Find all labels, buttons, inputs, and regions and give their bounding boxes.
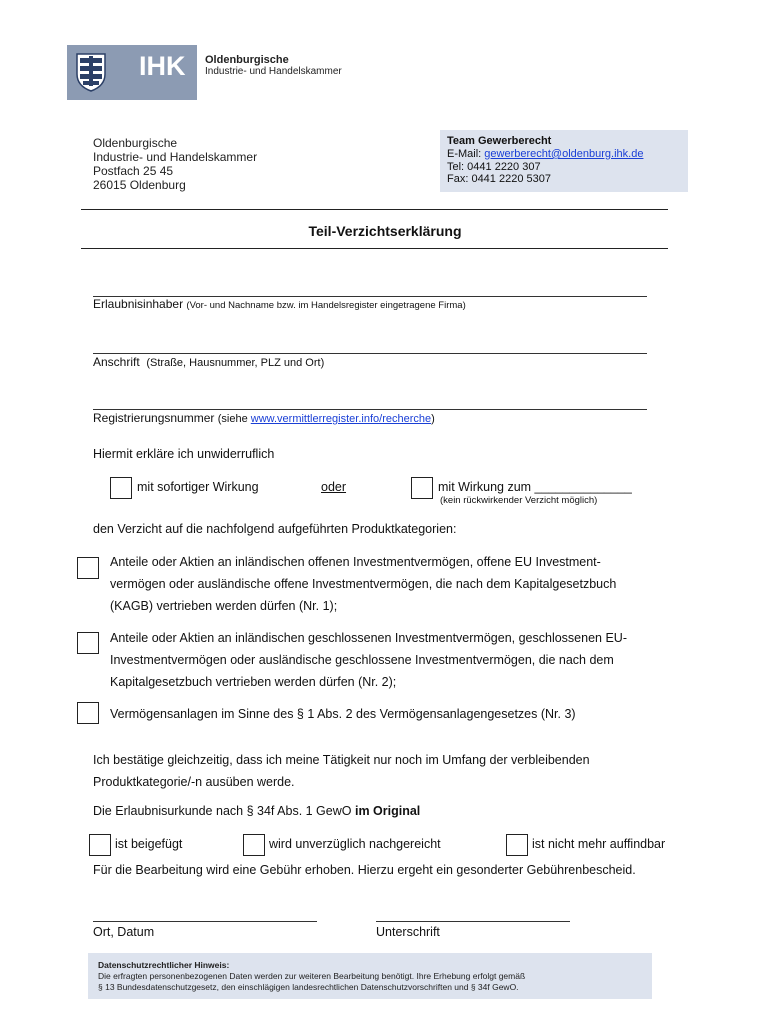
privacy-line-2: § 13 Bundesdatenschutzgesetz, den einschlägigen landesrechtlichen Datenschutzvorschriften und § 34f GewO.	[98, 982, 519, 992]
logo-org-name: Oldenburgische	[205, 54, 289, 66]
document-title: Teil-Verzichtserklärung	[308, 223, 462, 239]
category-1-text	[110, 551, 616, 617]
category-3-checkbox[interactable]	[77, 702, 99, 724]
address-hint: (Straße, Hausnummer, PLZ und Ort)	[146, 357, 325, 369]
certificate-lost-checkbox[interactable]	[506, 834, 528, 856]
certificate-attached-label: ist beigefügt	[115, 837, 183, 851]
category-1-line-1: Anteile oder Aktien an inländischen offenen Investmentvermögen, offene EU Investment-	[110, 555, 601, 569]
or-label: oder	[321, 480, 347, 494]
divider-bottom	[81, 248, 668, 249]
coat-of-arms-icon	[75, 52, 107, 92]
address-line-4: 26015 Oldenburg	[93, 178, 186, 192]
ihk-logo	[67, 45, 197, 100]
effective-date-label: mit Wirkung zum ______________	[438, 480, 632, 494]
certificate-lost-label: ist nicht mehr auffindbar	[532, 837, 666, 851]
category-2-line-2: Investmentvermögen oder ausländische geschlossene Investmentvermögen, die nach dem	[110, 653, 614, 667]
fee-notice: Für die Bearbeitung wird eine Gebühr erhoben. Hierzu ergeht ein gesonderter Gebührenbescheid.	[93, 863, 636, 877]
certificate-later-label: wird unverzüglich nachgereicht	[269, 837, 441, 851]
certificate-attached-checkbox[interactable]	[89, 834, 111, 856]
contact-box	[440, 130, 688, 192]
reg-input-line[interactable]	[93, 408, 647, 410]
register-link[interactable]: www.vermittlerregister.info/recherche	[250, 413, 432, 425]
contact-email-row	[447, 148, 643, 160]
address-line-2: Industrie- und Handelskammer	[93, 150, 258, 164]
holder-label-row	[93, 297, 466, 311]
holder-label: Erlaubnisinhaber	[93, 297, 184, 311]
reg-label: Registrierungsnummer	[93, 411, 215, 425]
waiver-intro: den Verzicht auf die nachfolgend aufgeführten Produktkategorien:	[93, 522, 457, 536]
confirmation-line-2: Produktkategorie/-n ausüben werde.	[93, 775, 295, 789]
address-line-1: Oldenburgische	[93, 136, 178, 150]
address-label-row	[93, 355, 324, 369]
holder-hint: (Vor- und Nachname bzw. im Handelsregister eingetragene Firma)	[186, 300, 466, 311]
immediate-effect-label: mit sofortiger Wirkung	[137, 480, 259, 494]
category-1-line-2: vermögen oder ausländische offene Investmentvermögen, die nach dem Kapitalgesetzbuch	[110, 577, 617, 591]
category-2-line-1: Anteile oder Aktien an inländischen geschlossenen Investmentvermögen, geschlossenen EU-	[110, 631, 627, 645]
confirmation-text	[93, 749, 590, 793]
address-line-3: Postfach 25 45	[93, 164, 174, 178]
address-input-line[interactable]	[93, 352, 647, 354]
category-2-text	[110, 627, 627, 693]
category-1-line-3: (KAGB) vertrieben werden dürfen (Nr. 1);	[110, 599, 338, 613]
email-link[interactable]: gewerberecht@oldenburg.ihk.de	[484, 148, 644, 160]
reg-label-row	[93, 411, 435, 425]
reg-hint-post: )	[431, 413, 435, 425]
contact-fax: Fax: 0441 2220 5307	[447, 173, 551, 185]
category-2-checkbox[interactable]	[77, 632, 99, 654]
privacy-notice-box	[88, 953, 652, 999]
effective-date-hint: (kein rückwirkender Verzicht möglich)	[440, 495, 598, 506]
certificate-text	[93, 800, 420, 822]
certificate-text-main: Die Erlaubnisurkunde nach § 34f Abs. 1 GewO	[93, 804, 355, 818]
privacy-title: Datenschutzrechtlicher Hinweis:	[98, 960, 230, 970]
contact-tel: Tel: 0441 2220 307	[447, 161, 541, 173]
confirmation-line-1: Ich bestätige gleichzeitig, dass ich meine Tätigkeit nur noch im Umfang der verbleibenden	[93, 753, 590, 767]
category-3-text: Vermögensanlagen im Sinne des § 1 Abs. 2 des Vermögensanlagengesetzes (Nr. 3)	[110, 707, 576, 721]
reg-hint-pre: (siehe	[217, 413, 251, 425]
logo-org-subtitle: Industrie- und Handelskammer	[205, 66, 342, 77]
declaration-intro: Hiermit erkläre ich unwiderruflich	[93, 447, 275, 461]
address-label: Anschrift	[93, 355, 140, 369]
email-label: E-Mail:	[447, 148, 485, 160]
effective-date-checkbox[interactable]	[411, 477, 433, 499]
divider-top	[81, 209, 668, 210]
category-2-line-3: Kapitalgesetzbuch vertrieben werden dürfen (Nr. 2);	[110, 675, 397, 689]
contact-team: Team Gewerberecht	[447, 135, 552, 147]
immediate-effect-checkbox[interactable]	[110, 477, 132, 499]
logo-text: IHK	[139, 51, 186, 81]
privacy-line-1: Die erfragten personenbezogenen Daten werden zur weiteren Bearbeitung benötigt. Ihre Erhebung erfolgt gemäß	[98, 971, 526, 981]
place-date-label: Ort, Datum	[93, 925, 155, 939]
signature-label: Unterschrift	[376, 925, 440, 939]
certificate-text-bold: im Original	[354, 804, 421, 818]
category-1-checkbox[interactable]	[77, 557, 99, 579]
certificate-later-checkbox[interactable]	[243, 834, 265, 856]
